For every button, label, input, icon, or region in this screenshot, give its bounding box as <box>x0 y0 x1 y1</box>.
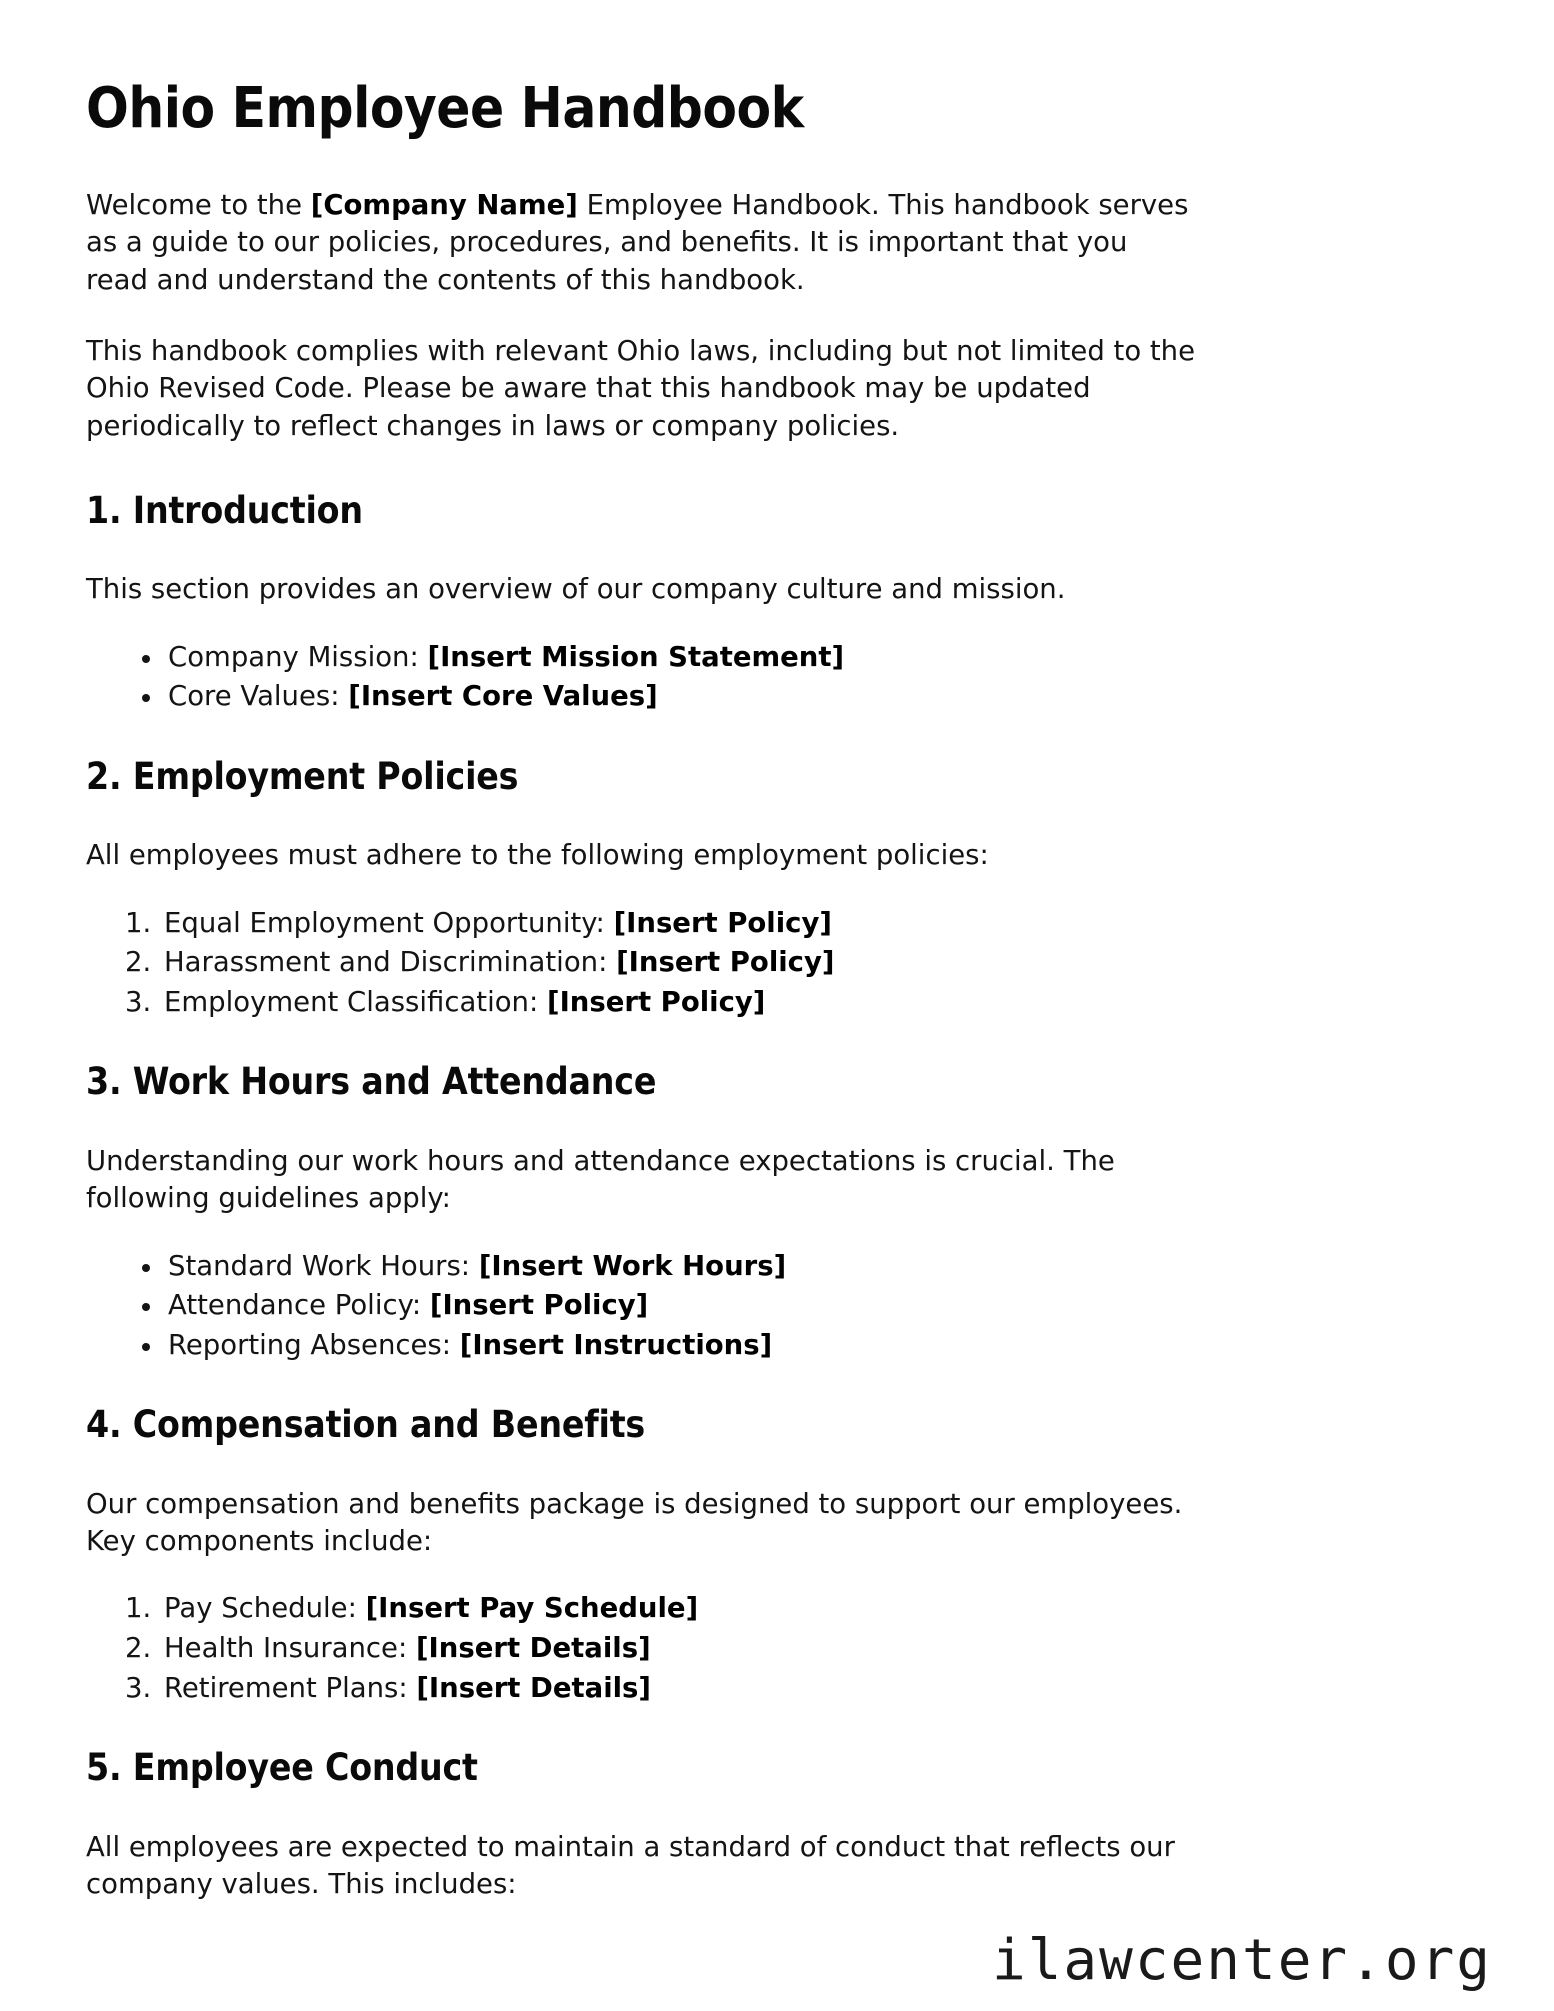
section-heading-employment-policies: 2. Employment Policies <box>86 754 519 798</box>
list-item-placeholder: [Insert Details] <box>415 1632 651 1665</box>
section-list-compensation-and-benefits <box>86 1590 1468 1706</box>
list-item <box>164 1287 1468 1324</box>
section-list-introduction <box>86 639 1468 715</box>
list-item-label: Company Mission: <box>168 640 428 673</box>
list-item-placeholder: [Insert Details] <box>416 1671 651 1704</box>
list-item <box>164 1327 1468 1364</box>
section-intro-employee-conduct: All employees are expected to maintain a standard of conduct that reflects our company values. This includes: <box>86 1830 1175 1900</box>
list-item <box>160 1670 1468 1707</box>
list-item-label: Standard Work Hours: <box>168 1249 479 1282</box>
list-item-placeholder: [Insert Mission Statement] <box>427 640 845 673</box>
list-item-placeholder: [Insert Policy] <box>616 946 835 979</box>
list-item-label: Retirement Plans: <box>164 1671 417 1704</box>
section-intro-introduction: This section provides an overview of our company culture and mission. <box>86 573 1066 606</box>
list-item-placeholder: [Insert Policy] <box>547 985 766 1018</box>
list-item-label: Harassment and Discrimination: <box>164 946 617 979</box>
list-item-label: Health Insurance: <box>164 1632 416 1665</box>
page-title: Ohio Employee Handbook <box>86 76 804 141</box>
list-item <box>160 984 1468 1021</box>
section-heading-employee-conduct: 5. Employee Conduct <box>86 1746 478 1790</box>
section-intro-compensation-and-benefits: Our compensation and benefits package is designed to support our employees. Key components include: <box>86 1487 1183 1558</box>
list-item-placeholder: [Insert Work Hours] <box>478 1249 787 1282</box>
section-list-work-hours-and-attendance <box>86 1248 1468 1364</box>
section-intro-work-hours-and-attendance: Understanding our work hours and attendance expectations is crucial. The following guidelines apply: <box>86 1144 1115 1215</box>
list-item <box>160 1630 1468 1667</box>
site-watermark: ilawcenter.org <box>991 1928 1492 1993</box>
list-item <box>160 944 1468 981</box>
list-item <box>164 639 1468 676</box>
section-heading-compensation-and-benefits: 4. Compensation and Benefits <box>86 1403 646 1447</box>
intro-paragraph-compliance: This handbook complies with relevant Ohio laws, including but not limited to the Ohio Revised Code. Please be aware that this handbook may be updated periodically to reflect changes in laws or company policies. <box>86 334 1196 442</box>
list-item-label: Attendance Policy: <box>168 1289 430 1322</box>
list-item-placeholder: [Insert Core Values] <box>348 680 658 713</box>
company-name-placeholder: [Company Name] <box>310 188 578 221</box>
intro-welcome-before: Welcome to the <box>86 188 311 221</box>
list-item-label: Core Values: <box>168 680 349 713</box>
intro-paragraph-welcome <box>86 187 1196 299</box>
list-item-label: Equal Employment Opportunity: <box>164 906 614 939</box>
list-item-placeholder: [Insert Policy] <box>429 1289 649 1322</box>
list-item-placeholder: [Insert Pay Schedule] <box>365 1592 699 1625</box>
intro-welcome-after: Employee Handbook. This handbook serves as a guide to our policies, procedures, and benefits. It is important that you read and understand the contents of this handbook. <box>86 188 1189 296</box>
section-list-employment-policies <box>86 905 1468 1021</box>
list-item-label: Pay Schedule: <box>164 1592 366 1625</box>
list-item-placeholder: [Insert Policy] <box>613 906 832 939</box>
section-heading-introduction: 1. Introduction <box>86 489 363 533</box>
section-intro-employment-policies: All employees must adhere to the following employment policies: <box>86 839 989 872</box>
list-item-label: Employment Classification: <box>164 985 547 1018</box>
list-item <box>164 678 1468 715</box>
list-item <box>164 1248 1468 1285</box>
list-item-label: Reporting Absences: <box>168 1328 460 1361</box>
section-heading-work-hours-and-attendance: 3. Work Hours and Attendance <box>86 1060 657 1104</box>
list-item <box>160 905 1468 942</box>
list-item <box>160 1590 1468 1627</box>
list-item-placeholder: [Insert Instructions] <box>459 1328 773 1361</box>
